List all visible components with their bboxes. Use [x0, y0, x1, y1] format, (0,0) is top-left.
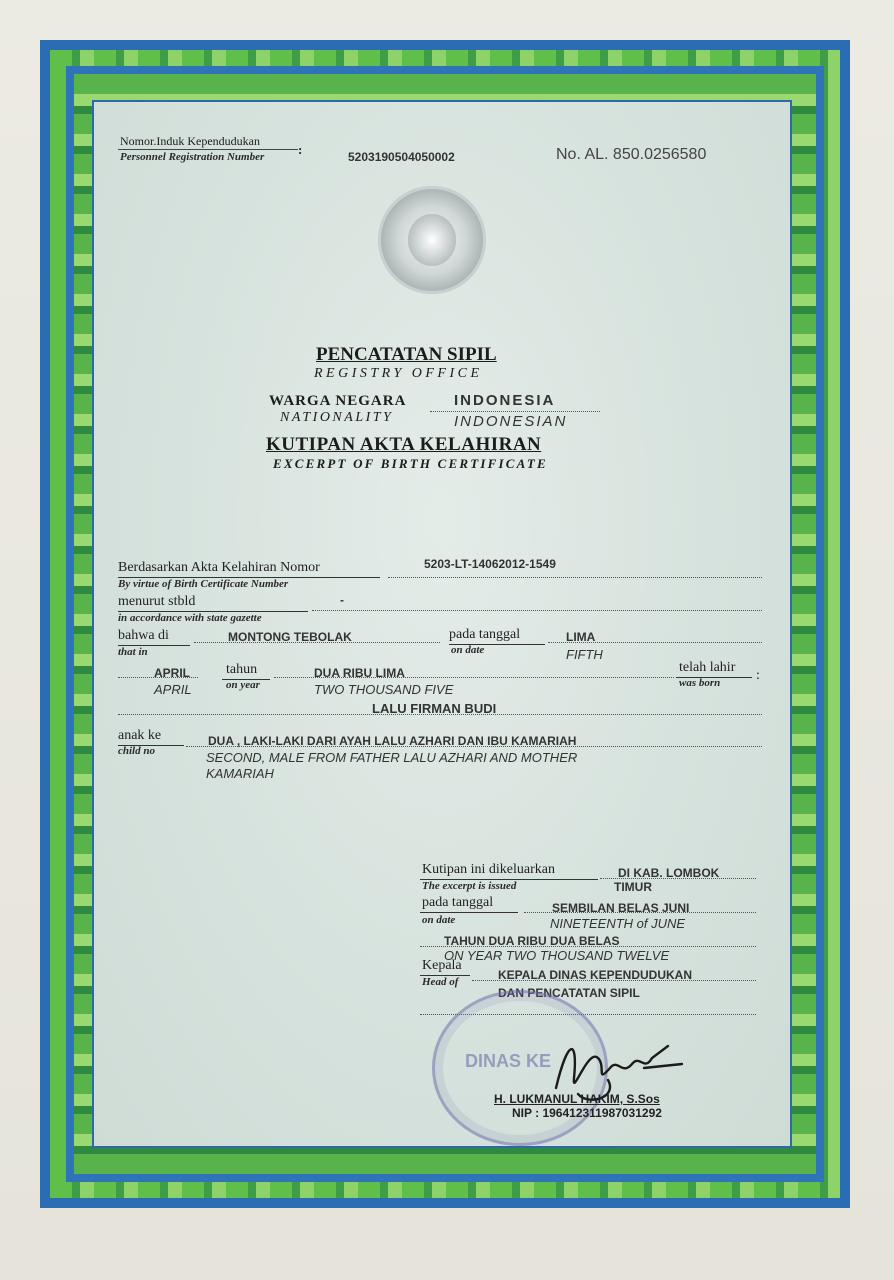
garuda-emblem-icon [378, 186, 486, 294]
issue-date-label-en: on date [422, 914, 456, 926]
issue-date-label: pada tanggal [422, 895, 494, 910]
cert-number-label-en: By virtue of Birth Certificate Number [118, 578, 289, 590]
child-order-label: anak ke [118, 728, 162, 743]
cert-number-label: Berdasarkan Akta Kelahiran Nomor [118, 560, 320, 575]
head-value-line2: DAN PENCATATAN SIPIL [498, 986, 640, 1000]
birth-date-label: pada tanggal [449, 627, 521, 642]
signer-nip: NIP : 196412311987031292 [512, 1106, 662, 1120]
issue-date-value: SEMBILAN BELAS JUNI [552, 901, 690, 915]
born-colon: : [756, 668, 760, 683]
issued-place-line2: TIMUR [614, 880, 652, 894]
nik-underline [118, 149, 298, 150]
nik-label: Nomor.Induk Kependudukan [120, 134, 260, 148]
child-order-label-en: child no [118, 745, 155, 757]
stamp-text: DINAS KE [465, 1051, 552, 1071]
stbld-value: - [340, 593, 344, 607]
nationality-label: WARGA NEGARA [269, 393, 407, 409]
nik-value: 5203190504050002 [348, 150, 455, 164]
issued-place-line1: DI KAB. LOMBOK [618, 866, 720, 880]
office-title-en: REGISTRY OFFICE [314, 366, 483, 381]
nationality-value-en: INDONESIAN [454, 413, 568, 430]
issue-year-value-en: ON YEAR TWO THOUSAND TWELVE [444, 948, 670, 963]
birth-year-value-en: TWO THOUSAND FIVE [314, 682, 454, 697]
document-title-en: EXCERPT OF BIRTH CERTIFICATE [273, 456, 548, 471]
place-label: bahwa di [118, 628, 169, 643]
nationality-value: INDONESIA [454, 392, 556, 409]
child-order-value-en-line2: KAMARIAH [206, 766, 274, 781]
head-label-en: Head of [422, 976, 459, 988]
stbld-label-en: in accordance with state gazette [118, 612, 262, 624]
issue-date-value-en: NINETEENTH of JUNE [550, 916, 686, 931]
nik-label-en: Personnel Registration Number [120, 151, 265, 163]
office-title: PENCATATAN SIPIL [316, 344, 497, 365]
birth-month-value: APRIL [154, 666, 190, 680]
nationality-label-en: NATIONALITY [280, 410, 394, 425]
birth-year-label-en: on year [226, 679, 260, 691]
birth-date-value-en: FIFTH [566, 647, 603, 662]
issued-label-en: The excerpt is issued [422, 880, 517, 892]
birth-year-value: DUA RIBU LIMA [314, 666, 405, 680]
birth-year-label: tahun [226, 662, 258, 677]
child-order-value: DUA , LAKI-LAKI DARI AYAH LALU AZHARI DAN IBU KAMARIAH [208, 734, 577, 748]
place-value: MONTONG TEBOLAK [228, 630, 352, 644]
issued-label: Kutipan ini dikeluarkan [422, 862, 555, 877]
birth-date-label-en: on date [451, 644, 485, 656]
birth-date-value: LIMA [566, 630, 596, 644]
birth-month-value-en: APRIL [154, 682, 192, 697]
head-value-line1: KEPALA DINAS KEPENDUDUKAN [498, 968, 693, 982]
cert-number-value: 5203-LT-14062012-1549 [424, 557, 556, 571]
head-label: Kepala [422, 958, 462, 973]
serial-number: No. AL. 850.0256580 [556, 146, 707, 163]
signer-name: H. LUKMANUL HAKIM, S.Sos [494, 1092, 660, 1106]
issue-year-value: TAHUN DUA RIBU DUA BELAS [444, 934, 620, 948]
document-title: KUTIPAN AKTA KELAHIRAN [266, 434, 542, 455]
born-label: telah lahir [679, 660, 736, 675]
child-name: LALU FIRMAN BUDI [372, 701, 497, 716]
born-label-en: was born [679, 677, 721, 689]
stbld-label: menurut stbld [118, 594, 196, 609]
place-label-en: that in [118, 646, 148, 658]
child-order-value-en-line1: SECOND, MALE FROM FATHER LALU AZHARI AND MOTHER [206, 750, 578, 765]
nik-colon: : [298, 142, 303, 157]
